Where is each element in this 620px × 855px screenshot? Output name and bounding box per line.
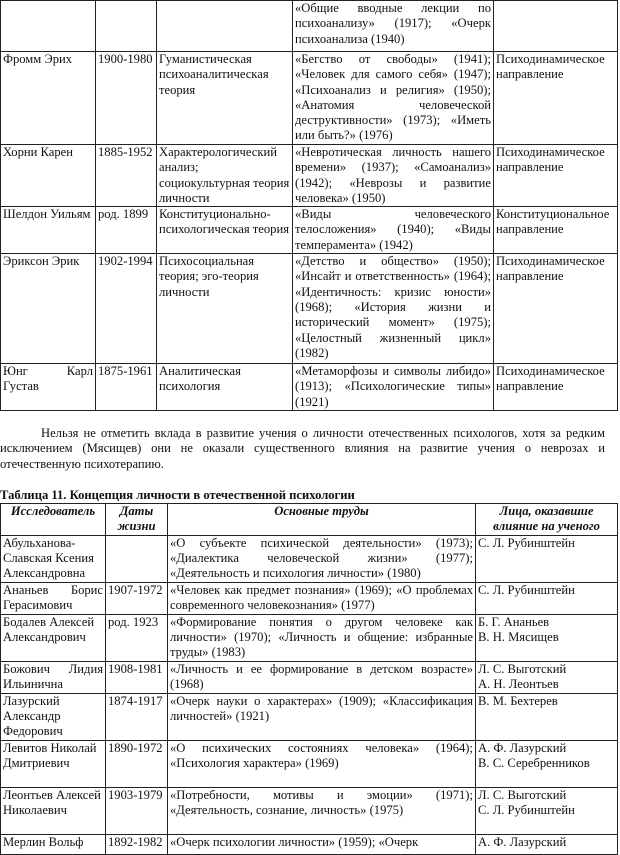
cell-dates: 1908-1981 xyxy=(106,661,168,693)
cell-works: «Метаморфозы и символы либидо» (1913); «Психологические типы» (1921) xyxy=(293,364,494,411)
cell-works: «Бегство от свободы» (1941); «Человек для самого себя» (1947); «Психоанализ и религия» (1950); «Анатомия человеческой деструктивности» (1973); «Иметь или быть?» (1976) xyxy=(293,52,494,145)
cell-name: Божович Лидия Ильинична xyxy=(1,661,106,693)
influence-name: Б. Г. Ананьев xyxy=(478,614,550,629)
cell-works: «Очерк психологии личности» (1959); «Очерк xyxy=(168,834,476,854)
header-researcher: Исследователь xyxy=(1,504,106,536)
cell-name: Бодалев Алексей Александрович xyxy=(1,614,106,661)
influence-name: А. Ф. Лазурский xyxy=(478,834,567,849)
influence-name: С. Л. Рубинштейн xyxy=(478,582,575,597)
table-row xyxy=(1,834,618,854)
cell-name xyxy=(1,1,96,52)
cell-name: Юнг Карл Густав xyxy=(1,364,96,411)
body-paragraph: Нельзя не отметить вклада в развитие учения о личности отечественных психологов, хотя за редким исключением (Мясищев) они не оказали существенного влияния на развитие учения о неврозах и отечественную психотерапию. xyxy=(0,426,605,471)
cell-works: «Детство и общество» (1950); «Инсайт и ответственность» (1964); «Идентичность: кризис юности» (1968); «История жизни и исторический момент» (1975); «Целостный жизненный цикл» (1982) xyxy=(293,254,494,364)
cell-dates xyxy=(106,535,168,582)
cell-influence xyxy=(476,582,618,614)
cell-name: Эриксон Эрик xyxy=(1,254,96,364)
table-row xyxy=(1,535,618,582)
cell-name: Лазурский Александр Федорович xyxy=(1,693,106,740)
table-row xyxy=(1,740,618,787)
cell-theory: Гуманистическая психоаналитическая теория xyxy=(157,52,293,145)
cell-direction: Психодинамическое направление xyxy=(494,254,618,364)
table-row xyxy=(1,364,618,411)
influence-name: В. С. Серебренников xyxy=(478,755,590,770)
cell-dates: 1892-1982 xyxy=(106,834,168,854)
table-header-row xyxy=(1,504,618,536)
cell-dates: 1903-1979 xyxy=(106,787,168,834)
cell-theory: Аналитическая психология xyxy=(157,364,293,411)
cell-works: «Формирование понятия о другом человеке как личности» (1970); «Личность и общение: избранные труды» (1983) xyxy=(168,614,476,661)
cell-dates: 1907-1972 xyxy=(106,582,168,614)
cell-theory: Психосоциальная теория; эго-теория личности xyxy=(157,254,293,364)
cell-theory: Конституционально-психологическая теория xyxy=(157,207,293,254)
cell-name: Хорни Карен xyxy=(1,145,96,207)
cell-dates: 1900-1980 xyxy=(96,52,157,145)
cell-influence xyxy=(476,535,618,582)
cell-direction: Конституциональное направление xyxy=(494,207,618,254)
influence-name: С. Л. Рубинштейн xyxy=(478,802,575,817)
cell-theory: Характерологический анализ; социокультурная теория личности xyxy=(157,145,293,207)
cell-works: «Виды человеческого телосложения» (1940); «Виды темперамента» (1942) xyxy=(293,207,494,254)
cell-name: Шелдон Уильям xyxy=(1,207,96,254)
cell-direction: Психодинамическое направление xyxy=(494,145,618,207)
table-row xyxy=(1,52,618,145)
cell-direction: Психодинамическое направление xyxy=(494,364,618,411)
influence-name: В. М. Бехтерев xyxy=(478,693,558,708)
cell-dates: 1902-1994 xyxy=(96,254,157,364)
table-caption: Таблица 11. Концепция личности в отечественной психологии xyxy=(0,488,355,502)
cell-dates: 1874-1917 xyxy=(106,693,168,740)
cell-theory xyxy=(157,1,293,52)
table-row xyxy=(1,145,618,207)
cell-influence xyxy=(476,693,618,740)
cell-influence xyxy=(476,740,618,787)
cell-works: «Очерк науки о характерах» (1909); «Классификация личностей» (1921) xyxy=(168,693,476,740)
header-influence: Лица, оказавшие влияние на ученого xyxy=(476,504,618,536)
cell-works: «Человек как предмет познания» (1969); «О проблемах современного человекознания» (1977) xyxy=(168,582,476,614)
cell-influence xyxy=(476,834,618,854)
cell-influence xyxy=(476,661,618,693)
table-row xyxy=(1,661,618,693)
cell-influence xyxy=(476,614,618,661)
table-row xyxy=(1,1,618,52)
header-dates: Даты жизни xyxy=(106,504,168,536)
table-row xyxy=(1,207,618,254)
cell-works: «О психических состояниях человека» (1964); «Психология характера» (1969) xyxy=(168,740,476,787)
cell-works: «Личность и ее формирование в детском возрасте» (1968) xyxy=(168,661,476,693)
table-row xyxy=(1,614,618,661)
influence-name: В. Н. Мясищев xyxy=(478,629,559,644)
cell-dates: 1875-1961 xyxy=(96,364,157,411)
cell-name: Мерлин Вольф xyxy=(1,834,106,854)
domestic-psychology-table xyxy=(0,503,618,855)
table-row xyxy=(1,787,618,834)
header-works: Основные труды xyxy=(168,504,476,536)
influence-name: Л. С. Выготский xyxy=(478,787,567,802)
theories-table xyxy=(0,0,618,411)
cell-works: «Потребности, мотивы и эмоции» (1971); «Деятельность, сознание, личность» (1975) xyxy=(168,787,476,834)
influence-name: А. Н. Леонтьев xyxy=(478,676,559,691)
cell-dates xyxy=(96,1,157,52)
cell-name: Ананьев Борис Герасимович xyxy=(1,582,106,614)
cell-name: Абульханова-Славская Ксения Александровна xyxy=(1,535,106,582)
cell-name: Левитов Николай Дмитриевич xyxy=(1,740,106,787)
table-row xyxy=(1,693,618,740)
influence-name: Л. С. Выготский xyxy=(478,661,567,676)
influence-name: А. Ф. Лазурский xyxy=(478,740,567,755)
cell-dates: род. 1923 xyxy=(106,614,168,661)
cell-direction xyxy=(494,1,618,52)
table-row xyxy=(1,582,618,614)
cell-dates: 1885-1952 xyxy=(96,145,157,207)
cell-name: Фромм Эрих xyxy=(1,52,96,145)
cell-works: «Общие вводные лекции по психоанализу» (1917); «Очерк психоанализа (1940) xyxy=(293,1,494,52)
cell-dates: 1890-1972 xyxy=(106,740,168,787)
cell-works: «О субъекте психической деятельности» (1973); «Диалектика человеческой жизни» (1977); «Деятельность и психология личности» (1980) xyxy=(168,535,476,582)
table-row xyxy=(1,254,618,364)
cell-dates: род. 1899 xyxy=(96,207,157,254)
cell-works: «Невротическая личность нашего времени» (1937); «Самоанализ» (1942); «Неврозы и развитие человека» (1950) xyxy=(293,145,494,207)
cell-name: Леонтьев Алексей Николаевич xyxy=(1,787,106,834)
cell-direction: Психодинамическое направление xyxy=(494,52,618,145)
influence-name: С. Л. Рубинштейн xyxy=(478,535,575,550)
cell-influence xyxy=(476,787,618,834)
